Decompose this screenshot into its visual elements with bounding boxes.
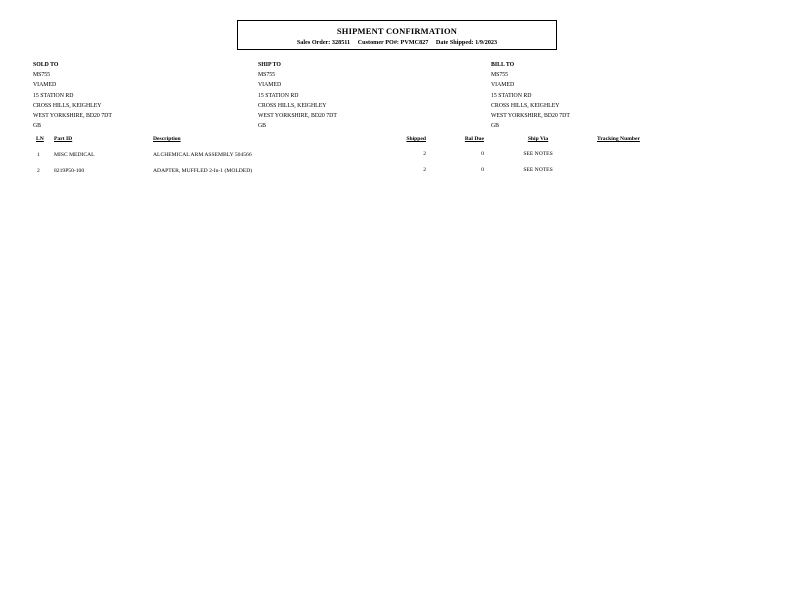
- col-header-part-id: Part ID: [54, 136, 73, 142]
- address-line: WEST YORKSHIRE, BD20 7DT: [33, 113, 112, 120]
- address-line: MS755: [491, 72, 509, 79]
- address-line: MS755: [33, 72, 51, 79]
- row-ln: 2: [37, 168, 40, 174]
- col-header-ln: LN: [36, 136, 44, 142]
- date-shipped: Date Shipped: 1/9/2023: [435, 39, 498, 46]
- col-header-description: Description: [153, 136, 181, 142]
- row-part-id: 8219P50-100: [54, 168, 85, 174]
- document-header: [237, 20, 557, 50]
- address-line: VIAMED: [491, 82, 515, 89]
- address-line: 15 STATION RD: [491, 92, 532, 99]
- row-bal-due: 0: [481, 151, 484, 157]
- address-line: VIAMED: [258, 82, 282, 89]
- address-line: MS755: [258, 72, 276, 79]
- ship-to-label: SHIP TO: [258, 62, 281, 68]
- row-shipped: 2: [423, 151, 426, 157]
- order-info: [238, 39, 556, 46]
- address-line: WEST YORKSHIRE, BD20 7DT: [258, 113, 337, 120]
- col-header-shipped: Shipped: [406, 136, 426, 142]
- address-line: WEST YORKSHIRE, BD20 7DT: [491, 113, 570, 120]
- document-title: SHIPMENT CONFIRMATION: [336, 26, 458, 36]
- address-line: GB: [258, 123, 267, 130]
- row-shipped: 2: [423, 167, 426, 173]
- address-line: VIAMED: [33, 82, 57, 89]
- address-line: CROSS HILLS, KEIGHLEY: [258, 102, 327, 109]
- col-header-ship-via: Ship Via: [527, 136, 549, 142]
- sold-to-block: [33, 60, 233, 131]
- row-ln: 1: [37, 152, 40, 158]
- customer-po: Customer PO#: PVMC827: [357, 39, 429, 46]
- address-line: 15 STATION RD: [258, 92, 299, 99]
- bill-to-label: BILL TO: [491, 62, 515, 68]
- address-line: GB: [33, 123, 42, 130]
- row-ship-via: SEE NOTES: [523, 151, 553, 157]
- col-header-tracking: Tracking Number: [597, 136, 640, 142]
- row-bal-due: 0: [481, 167, 484, 173]
- col-header-bal-due: Bal Due: [464, 136, 484, 142]
- sales-order: Sales Order: 328511: [296, 39, 351, 46]
- sold-to-label: SOLD TO: [33, 62, 59, 68]
- address-line: CROSS HILLS, KEIGHLEY: [33, 102, 102, 109]
- row-ship-via: SEE NOTES: [523, 167, 553, 173]
- row-description: ALCHEMICAL ARM ASSEMBLY 504566: [153, 152, 252, 158]
- bill-to-block: [491, 60, 691, 131]
- address-line: CROSS HILLS, KEIGHLEY: [491, 102, 560, 109]
- row-description: ADAPTER, MUFFLED 2-In-1 (MOLDED): [153, 168, 253, 174]
- row-part-id: MISC MEDICAL: [54, 152, 95, 158]
- ship-to-block: [258, 60, 458, 131]
- address-line: GB: [491, 123, 500, 130]
- address-line: 15 STATION RD: [33, 92, 74, 99]
